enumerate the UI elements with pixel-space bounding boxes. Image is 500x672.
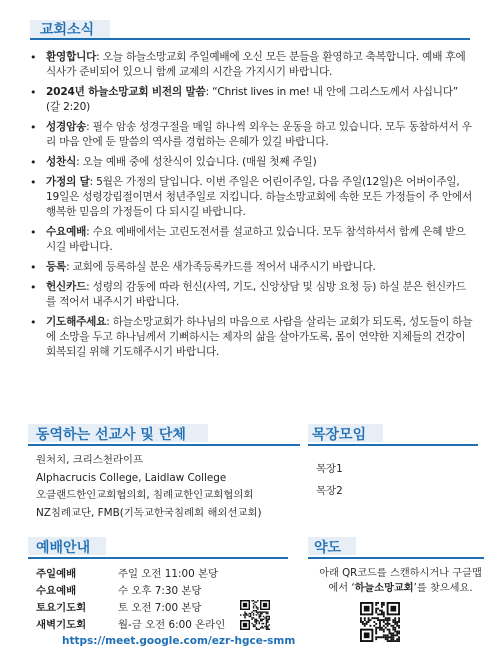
mission-header (0, 420, 300, 450)
news-item (30, 155, 474, 170)
bullet-icon: • (30, 176, 37, 189)
news-item-label: 성경암송 (46, 121, 87, 133)
news-item (30, 225, 474, 255)
meeting-title: 목장모임 (312, 427, 367, 443)
mission-item: NZ침례교단, FMB(기독교한국침례회 해외선교회) (36, 506, 262, 519)
worship-time: 수 오후 7:30 본당 (118, 585, 202, 597)
meeting-header (300, 420, 490, 450)
worship-name: 주일예배 (36, 568, 77, 580)
online-prayer-qr-code[interactable] (240, 600, 270, 630)
news-item-label: 2024년 하늘소망교회 비전의 말씀 (46, 86, 206, 98)
news-item-text: : 성령의 감동에 따라 헌신(사역, 기도, 신앙상담 및 심방 요청 등) 하실 분은 헌신카드를 적어서 내주시기 바랍니다. (46, 281, 466, 308)
bullet-icon: • (30, 86, 37, 99)
news-item-label: 가정의 달 (46, 176, 90, 188)
bullet-icon: • (30, 281, 37, 294)
news-item-text: : 오늘 하늘소망교회 주일예배에 오신 모든 분들을 환영하고 축복합니다. 예배 후에 식사가 준비되어 있으니 함께 교제의 시간을 가지시기 바랍니다. (46, 51, 466, 78)
news-item-label: 수요예배 (46, 226, 87, 238)
news-item-label: 등록 (46, 261, 67, 273)
worship-row (36, 566, 286, 583)
news-list (30, 50, 474, 365)
mission-title: 동역하는 선교사 및 단체 (36, 427, 186, 443)
map-instructions (308, 566, 493, 596)
worship-name: 새벽기도회 (36, 619, 87, 631)
news-item (30, 175, 474, 220)
mission-list (36, 452, 306, 522)
mission-item: 원처치, 크리스천라이프 (36, 454, 143, 466)
worship-name: 수요예배 (36, 585, 77, 597)
worship-title: 예배안내 (36, 540, 91, 556)
news-item-text: : 교회에 등록하실 분은 새가족등록카드를 적어서 내주시기 바랍니다. (66, 261, 376, 273)
news-item-label: 성찬식 (46, 156, 77, 168)
covenant-header (300, 533, 490, 563)
news-item (30, 85, 474, 115)
worship-header (0, 533, 300, 563)
news-title: 교회소식 (40, 22, 95, 38)
worship-time: 토 오전 7:00 본당 (118, 602, 202, 614)
mission-item: Alphacrucis College, Laidlaw College (36, 471, 227, 484)
map-instructions-line1: 아래 QR코드를 스캔하시거나 구글맵 (319, 568, 482, 579)
meeting-item: 목장2 (316, 485, 343, 497)
bullet-icon: • (30, 121, 37, 134)
online-meeting-link[interactable]: https://meet.google.com/ezr-hgce-smm (62, 635, 296, 647)
bullet-icon: • (30, 51, 37, 64)
news-item (30, 260, 474, 275)
church-name: 하늘소망교회 (354, 583, 414, 594)
news-item-label: 기도해주세요 (46, 316, 107, 328)
worship-name: 토요기도회 (36, 602, 87, 614)
bullet-icon: • (30, 156, 37, 169)
news-item-text: : “Christ lives in me! 내 안에 그리스도께서 사십니다” (갈 2:20) (46, 86, 459, 113)
news-item (30, 50, 474, 80)
news-item-text: : 수요 예배에서는 고린도전서를 설교하고 있습니다. 모두 참석하셔서 함께 은혜 받으시길 바랍니다. (46, 226, 466, 253)
news-item-text: : 오늘 예배 중에 성찬식이 있습니다. (매월 첫째 주일) (76, 156, 317, 168)
news-item-text: : 필수 암송 성경구절을 매일 하나씩 외우는 운동을 하고 있습니다. 모두 동참하셔서 우리 마음 안에 둔 말씀의 역사를 경험하는 은혜가 있길 바랍니다. (46, 121, 472, 148)
bullet-icon: • (30, 261, 37, 274)
meeting-list (316, 458, 466, 502)
covenant-title: 약도 (314, 540, 342, 556)
bullet-icon: • (30, 316, 37, 329)
news-item (30, 120, 474, 150)
news-item-label: 헌신카드 (46, 281, 87, 293)
mission-item: 오클랜드한인교회협의회, 침례교한인교회협의회 (36, 489, 254, 501)
news-item-text: : 하늘소망교회가 하나님의 마음으로 사람을 살리는 교회가 되도록, 성도들이 하늘에 소망을 두고 하나님께서 기뻐하시는 제자의 삶을 살아가도록, 몸이 연약한 지체들의 건강이 회복되길 위해 기도해주시기 바랍니다. (46, 316, 473, 358)
news-header (0, 0, 500, 40)
worship-row (36, 583, 286, 600)
worship-time: 주일 오전 11:00 본당 (118, 568, 219, 580)
news-item-text: : 5월은 가정의 달입니다. 이번 주일은 어린이주일, 다음 주일(12일)은 어버이주일, 19일은 성령강림절이면서 청년주일로 지킵니다. 하늘소망교회에 속한 모든 가정들이 주 안에서 행복한 믿음의 가정들이 다 되시길 바랍니다. (46, 176, 473, 218)
news-item (30, 280, 474, 310)
worship-time: 월-금 오전 6:00 온라인 (118, 619, 226, 631)
map-instructions-line2: 에서 ‘하늘소망교회’를 찾으세요. (328, 583, 473, 594)
map-qr-code[interactable] (360, 602, 400, 642)
news-item (30, 315, 474, 360)
bullet-icon: • (30, 226, 37, 239)
news-item-label: 환영합니다 (46, 51, 97, 63)
meeting-item: 목장1 (316, 463, 343, 475)
